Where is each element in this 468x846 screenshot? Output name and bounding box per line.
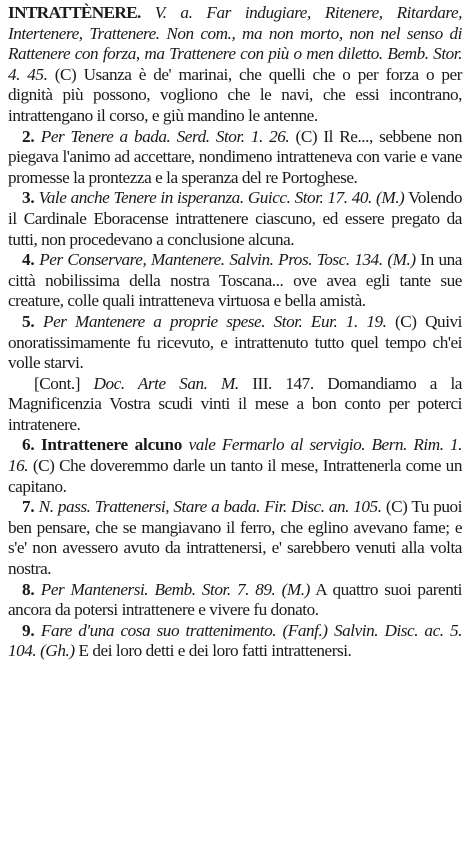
sense-7	[8, 497, 462, 579]
source-marker: (M.)	[281, 579, 310, 599]
lemma: Intrattenere alcuno	[40, 435, 183, 455]
citation: Bern. Rim. 1. 16.	[8, 435, 462, 476]
sense-3	[8, 188, 462, 250]
citation: Salvin. Disc. ac. 5. 104.	[8, 620, 462, 661]
definition: N. pass. Trattenersi, Stare a bada.	[38, 497, 260, 517]
source-marker: (C)	[385, 497, 408, 517]
sense-number: 7.	[22, 497, 35, 517]
citation: Fir. Disc. an. 105.	[264, 497, 382, 517]
citation: Stor. Eur. 1. 19.	[273, 311, 387, 331]
definition: Vale anche Tenere in isperanza.	[38, 188, 244, 208]
part-of-speech: V. a.	[154, 3, 193, 22]
definition: Per Mantenere a proprie spese.	[43, 311, 266, 331]
sense-number: 5.	[22, 311, 35, 331]
sense-number: 4.	[22, 250, 35, 270]
definition: vale Fermarlo al servigio.	[188, 435, 366, 455]
definition: Per Mantenersi.	[40, 579, 149, 599]
source-marker: (M.)	[376, 188, 405, 208]
quotation: Quivi onoratissimamente fu ricevuto, e intrattenuto tutto quel tempo ch'ei volle starvi.	[8, 311, 462, 373]
quotation: Domandiamo a la Magnificenzia Vostra scudi vinti il mese a bon conto per poterci intratenere.	[8, 373, 462, 434]
source-marker: (C)	[54, 64, 77, 84]
quotation: Volendo il Cardinale Eboracense intrattenere ciascuno, ed essere pregato da tutti, non procedevano a conclusione alcuna.	[8, 188, 462, 249]
citation: Serd. Stor. 1. 26.	[176, 126, 290, 146]
quotation: In una città nobilissima della nostra Toscana... ove avea egli tante sue creature, colle quali intratteneva virtuosa e bella amistà.	[8, 250, 462, 311]
sense-number: 8.	[22, 579, 35, 599]
sense-number: 6.	[22, 435, 35, 455]
quotation: Usanza è de' marinai, che quelli che o per forza o per dignità più possono, vogliono che le navi, che essi incontrano, intrattengano il corso, e giù mandino le antenne.	[8, 64, 462, 125]
sense-8	[8, 580, 462, 621]
quotation: Tu puoi ben pensare, che se mangiavano il ferro, che eglino avevano fame; e s'e' non avessero avuto da intrattenersi, e' sarebbero venuti alla volta nostra.	[8, 497, 462, 579]
quotation: Il Re..., sebbene non piegava l'animo ad accettare, nondimeno intratteneva con varie e vane promesse la prontezza e la speranza del re Portoghese.	[8, 126, 462, 187]
quotation: A quattro suoi parenti ancora da potersi intrattenere e vivere fu donato.	[8, 579, 462, 620]
quotation: E dei loro detti e dei loro fatti intrattenersi.	[78, 641, 352, 661]
continuation-tag: [Cont.]	[34, 373, 81, 393]
source-tag: (Fanf.)	[282, 620, 328, 640]
citation: Doc. Arte San. M.	[93, 373, 239, 393]
citation: Bemb. Stor. 7. 89.	[154, 579, 276, 599]
sense-number: 9.	[22, 620, 35, 640]
entry-main	[8, 3, 462, 127]
definition: Per Tenere a bada.	[40, 126, 171, 146]
citation: Guicc. Stor. 17. 40.	[247, 188, 372, 208]
citation: Bemb. Stor. 4. 45.	[8, 44, 462, 84]
citation: Salvin. Pros. Tosc. 134.	[229, 250, 383, 270]
sense-4	[8, 250, 462, 312]
source-marker: (C)	[32, 456, 55, 476]
continuation	[8, 374, 462, 436]
citation-volume: III.	[252, 373, 272, 393]
quotation: Che doveremmo darle un tanto il mese, Intrattenerla come un capitano.	[8, 456, 462, 496]
sense-6	[8, 435, 462, 497]
source-marker: (C)	[295, 126, 318, 146]
citation-page: 147.	[285, 373, 314, 393]
sense-number: 3.	[22, 188, 35, 208]
definition: Far indugiare, Ritenere, Ritardare, Intertenere, Trattenere. Non com., ma non morto, non nel senso di Rattenere con forza, ma Trattenere con più o men diletto.	[8, 3, 462, 64]
source-marker: (M.)	[387, 250, 416, 270]
sense-2	[8, 127, 462, 189]
sense-9	[8, 621, 462, 662]
definition: Per Conservare, Mantenere.	[39, 250, 225, 270]
definition: Fare d'una cosa suo trattenimento.	[40, 620, 277, 640]
headword: INTRATTÈNERE.	[8, 3, 141, 22]
sense-number: 2.	[22, 126, 35, 146]
sense-5	[8, 312, 462, 374]
source-marker: (C)	[395, 311, 417, 331]
source-marker: (Gh.)	[40, 641, 75, 661]
